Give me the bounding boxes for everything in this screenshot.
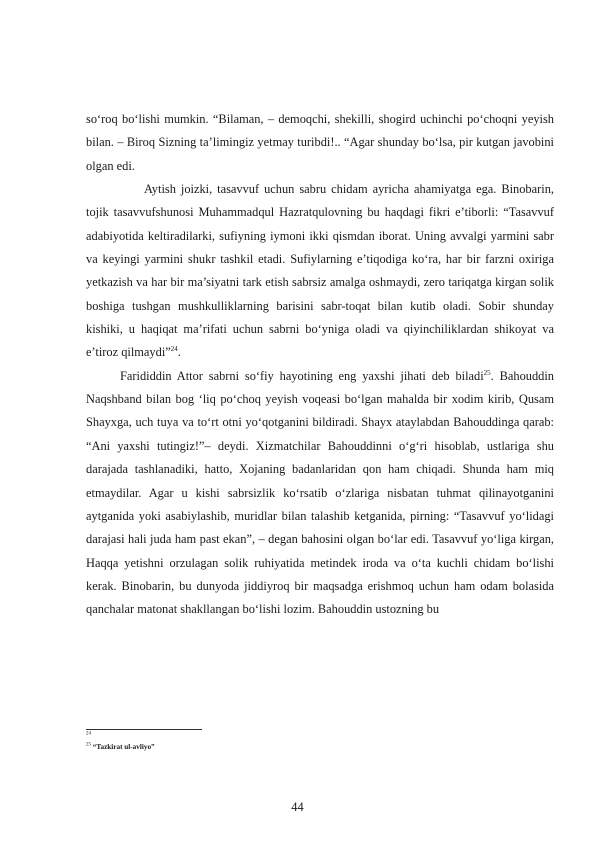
footnote-25-text: “Tazkirat ul-avliyo” <box>92 743 155 751</box>
footnote-ref-24: 24 <box>170 345 178 354</box>
paragraph-2-tail: . <box>177 345 181 360</box>
body-text <box>86 108 554 622</box>
page-number: 44 <box>291 800 304 814</box>
paragraph-3-text: Farididdin Attor sabrni so‘fiy hayotining eng yaxshi jihati deb biladi <box>120 368 484 383</box>
footnotes <box>86 731 386 753</box>
footnote-25 <box>86 742 386 753</box>
paragraph-1-text: so‘roq bo‘lishi mumkin. “Bilaman, – demoqchi, shekilli, shogird uchinchi po‘choqni yeyish bilan. – Biroq Sizning ta’limingiz yetmay turibdi!.. “Agar shunday bo‘lsa, pir kutgan javobini olgan edi. <box>86 112 554 173</box>
footnote-25-number: 25 <box>86 742 91 748</box>
footnote-24 <box>86 731 386 742</box>
paragraph-2 <box>86 178 554 365</box>
footnote-24-number: 24 <box>86 731 91 737</box>
paragraph-3-tail: . Bahouddin Naqshband bilan bog ‘liq po‘choq yeyish voqeasi bo‘lgan mahalda bir xodim kirib, Qusam Shayxga, uch tuya va to‘rt otni yo‘qotganini bildiradi. Shayx ataylabdan Bahouddinga qarab: “Ani yaxshi tutingiz!”– deydi. Xizmatchilar Bahouddinni o‘g‘ri hisoblab, ustlariga shu darajada tashlanadiki, hatto, Xojaning badanlaridan qon ham chiqadi. Shunda ham miq etmaydilar. Agar u kishi sabrsizlik ko‘rsatib o‘zlariga nisbatan tuhmat qilinayotganini aytganida yoki asabiylashib, muridlar bilan talashib ketganida, pirning: “Tasavvuf yo‘lidagi darajasi hali juda ham past ekan”, – degan bahosini olgan bo‘lar edi. Tasavvuf yo‘liga kirgan, Haqqa yetishni orzulagan solik ruhiyatida metindek iroda va o‘ta kuchli chidam bo‘lishi kerak. Binobarin, bu dunyoda jiddiyroq bir maqsadga erishmoq uchun ham odam bolasida qanchalar matonat shakllangan bo‘lishi lozim. Bahouddin ustozning bu <box>86 368 554 617</box>
paragraph-2-text: Aytish joizki, tasavvuf uchun sabru chidam ayricha ahamiyatga ega. Binobarin, tojik tasavvufshunosi Muhammadqul Hazratqulovning bu haqdagi fikri e’tiborli: “Tasavvuf adabiyotida keltiradilarki, sufiyning iymoni ikki qismdan iborat. Uning avvalgi yarmini sabr va keyingi yarmini shukr tashkil etadi. Sufiylarning e’tiqodiga ko‘ra, har bir farzni oxiriga yetkazish va har bir ma’siyatni tark etish sabrsiz amalga oshmaydi, zero tariqatga kirgan solik boshiga tushgan mushkulliklarning barisini sabr-toqat bilan kutib oladi. Sobir shunday kishiki, u haqiqat ma’rifati uchun sabrni bo‘yniga oladi va qiyinchiliklardan shikoyat va e’tiroz qilmaydi” <box>86 182 554 360</box>
paragraph-3 <box>86 365 554 622</box>
footnote-ref-25: 25 <box>483 368 491 377</box>
paragraph-1 <box>86 108 554 178</box>
footnote-divider <box>86 729 202 730</box>
